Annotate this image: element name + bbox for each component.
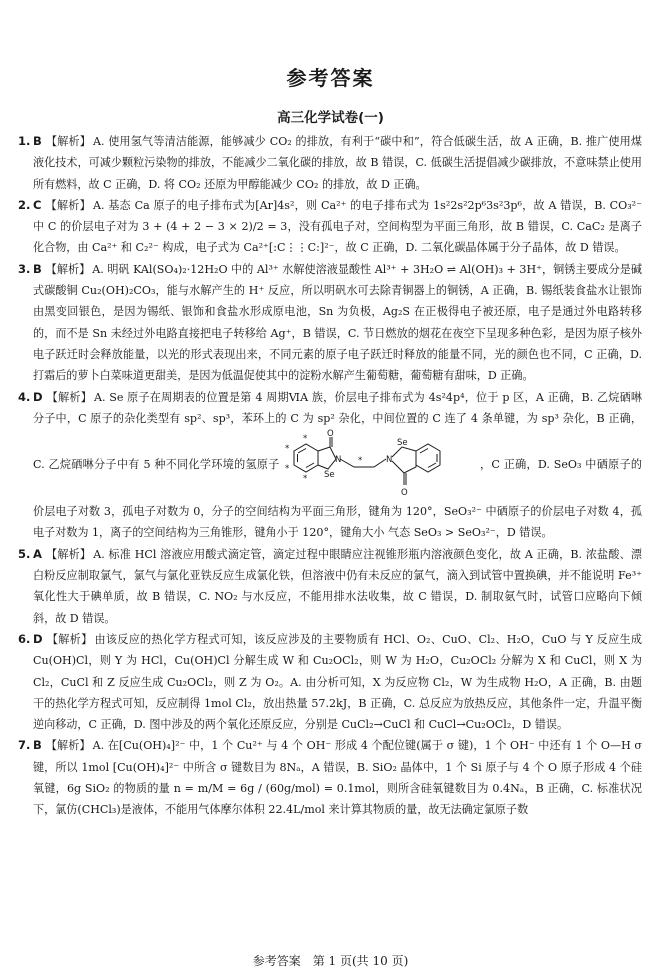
answer-choice: C: [33, 197, 42, 212]
analysis-text: A. 标准 HCl 溶液应用酸式滴定管，滴定过程中眼睛应注视锥形瓶内溶液颜色变化，故 A 正确，B. 浓盐酸、漂白粉反应制取氯气，氯气与氯化亚铁反应生成氯化铁，但溶液中仍有未反应的氯气，滴入到试管中置换碘，并不能说明 Fe³⁺ 氧化性大于碘单质，故 B 错误，C. NO₂ 与水反应，不能用排水法收集，故 C 错误，D. 制取氨气时，试管口应略向下倾斜，故 D 错误。: [33, 547, 642, 625]
hydrogen-environment-mark: *: [284, 444, 289, 455]
analysis-text: 由该反应的热化学方程式可知，该反应涉及的主要物质有 HCl、O₂、CuO、Cl₂、H₂O，CuO 与 Y 反应生成 Cu(OH)Cl，则 Y 为 HCl，Cu(OH)Cl 分解生成 W 和 Cu₂OCl₂，则 W 为 H₂O，Cu₂OCl₂ 分解为 X 和 CuCl，则 X 为 Cl₂，CuCl 和 Z 反应生成 Cu₂OCl₂，则 Z 为 O₂。A. 由分析可知，X 为反应物 Cl₂，W 为生成物 H₂O，A 正确，B. 由题干的热化学方程式可知，反应制得 1mol Cl₂，放出热量 57.2kJ，B 正确，C. 总反应为放热反应，其他条件一定，升温平衡逆向移动，C 正确，D. 图中涉及的两个氧化还原反应，分别是 CuCl₂→CuCl 和 CuCl→Cu₂OCl₂，D 错误。: [33, 632, 642, 732]
analysis-tag: 【解析】: [45, 739, 91, 753]
answer-item-7: [18, 735, 642, 820]
answer-choice: A: [33, 546, 42, 561]
answer-item-2: [18, 195, 642, 259]
selenium-atom-label: Se: [396, 438, 408, 449]
hydrogen-environment-mark: *: [357, 456, 362, 467]
question-number: 2.: [18, 197, 31, 212]
analysis-tag: 【解析】: [45, 135, 92, 148]
hydrogen-environment-mark: *: [284, 464, 289, 475]
answer-choice: D: [33, 631, 43, 646]
answer-choice: D: [33, 389, 43, 404]
analysis-text-after-figure: ，C 正确，D. SeO₃ 中硒原子的价层电子对数 3，孤电子对数为 0，分子的空间结构为平面三角形，键角为 120°，SeO₃²⁻ 中硒原子的价层电子对数 4，孤电子对数为 1，离子的空间结构为三角锥形，键角小于 120°，键角大小 气态 SeO₃ > SeO₃²⁻，D 错误。: [33, 458, 642, 540]
analysis-text: A. 使用氢气等清洁能源，能够减少 CO₂ 的排放，有利于“碳中和”，符合低碳生活，故 A 正确，B. 推广使用煤液化技术，可减少颗粒污染物的排放，不能减少二氧化碳的排放，故 B 错误，C. 低碳生活提倡减少碳排放，不意味禁止使用所有燃料，故 C 正确，D. 将 CO₂ 还原为甲醇能减少 CO₂ 的排放，故 D 正确。: [33, 135, 642, 191]
nitrogen-atom-label: N: [385, 455, 393, 466]
analysis-text: A. 在[Cu(OH)₄]²⁻ 中，1 个 Cu²⁺ 与 4 个 OH⁻ 形成 4 个配位键(属于 σ 键)，1 个 OH⁻ 中还有 1 个 O—H σ 键，所以 1mol [Cu(OH)₄]²⁻ 中所含 σ 键数目为 8Nₐ，A 错误，B. SiO₂ 晶体中，1 个 Si 原子与 4 个 O 原子形成 4 个硅氧键，6g SiO₂ 的物质的量 n = m/M = 6g / (60g/mol) = 0.1mol，则所含硅氧键数目为 0.4Nₐ，B 正确，C. 标准状况下，氯仿(CHCl₃)是液体，不能用气体摩尔体积 22.4L/mol 来计算其物质的量，故无法确定氯原子数: [33, 739, 642, 817]
analysis-tag: 【解析】: [46, 632, 93, 646]
analysis-tag: 【解析】: [45, 198, 91, 212]
page-title: 参考答案: [286, 66, 375, 90]
hydrogen-environment-mark: *: [302, 434, 307, 445]
analysis-tag: 【解析】: [45, 547, 92, 561]
analysis-tag: 【解析】: [46, 390, 92, 404]
nitrogen-atom-label: N: [334, 455, 342, 466]
oxygen-atom-label: O: [326, 429, 334, 440]
question-number: 1.: [18, 134, 31, 148]
answer-choice: B: [33, 261, 42, 276]
question-number: 6.: [18, 631, 31, 646]
answer-item-1: [18, 131, 642, 195]
ebselen-dimer-structure-figure: [282, 429, 478, 501]
answer-choice: B: [33, 134, 42, 148]
answer-item-3: [18, 259, 642, 387]
analysis-tag: 【解析】: [45, 262, 91, 276]
answer-item-5: [18, 544, 642, 629]
answer-choice: B: [33, 738, 42, 753]
selenium-atom-label: Se: [323, 470, 335, 481]
page-footer: 参考答案 第 1 页(共 10 页): [252, 954, 409, 968]
hydrogen-environment-mark: *: [302, 474, 307, 485]
question-number: 3.: [18, 261, 31, 276]
analysis-text: A. 明矾 KAl(SO₄)₂·12H₂O 中的 Al³⁺ 水解使溶液显酸性 Al³⁺ + 3H₂O ⇌ Al(OH)₃ + 3H⁺，铜锈主要成分是碱式碳酸铜 Cu₂(OH)₂CO₃，能与水解产生的 H⁺ 反应，所以明矾水可去除青铜器上的铜锈，A 正确，B. 锡纸装食盐水让银饰由黑变回银色，是因为锡纸、银饰和食盐水形成原电池，Sn 为负极，Ag₂S 在正极得电子被还原，电子是通过外电路转移的，而不是 Sn 未经过外电路直接把电子转移给 Ag⁺，B 错误，C. 节日燃放的烟花在夜空下呈现多种色彩，是因为原子核外电子跃迁时会释放能量，以光的形式表现出来，不同元素的原子电子跃迁时释放的能量不同，光的颜色也不同，C 正确，D. 打霜后的萝卜白菜味道更甜美，是因为低温促使其中的淀粉水解产生葡萄糖，葡萄糖有甜味，D 正确。: [33, 262, 642, 383]
oxygen-atom-label: O: [400, 488, 408, 499]
answer-content: [18, 131, 642, 821]
answer-item-4: [18, 387, 642, 544]
analysis-text-before-figure: A. Se 原子在周期表的位置是第 4 周期ⅥA 族，价层电子排布式为 4s²4p⁴，位于 p 区，A 正确，B. 乙烷硒啉分子中，C 原子的杂化类型有 sp²、sp³，苯环上的 C 为 sp² 杂化，中间位置的 C 连了 4 条单键，为 sp³ 杂化，B 正确，C. 乙烷硒啉分子中有 5 种不同化学环境的氢原子: [33, 390, 642, 472]
question-number: 4.: [18, 389, 31, 404]
answer-item-6: [18, 629, 642, 735]
question-number: 5.: [18, 546, 31, 561]
page-subtitle: 高三化学试卷(一): [277, 110, 384, 126]
analysis-text: A. 基态 Ca 原子的电子排布式为[Ar]4s²，则 Ca²⁺ 的电子排布式为 1s²2s²2p⁶3s²3p⁶，故 A 错误，B. CO₃²⁻ 中 C 的价层电子对为 3 + (4 + 2 − 3 × 2)/2 = 3，没有孤电子对，空间构型为平面三角形，故 B 错误，C. CaC₂ 是离子化合物，由 Ca²⁺ 和 C₂²⁻ 构成，电子式为 Ca²⁺[:C⋮⋮C:]²⁻，故 C 正确，D. 二氧化碳晶体属于分子晶体，故 D 错误。: [33, 198, 642, 255]
question-number: 7.: [18, 738, 31, 753]
